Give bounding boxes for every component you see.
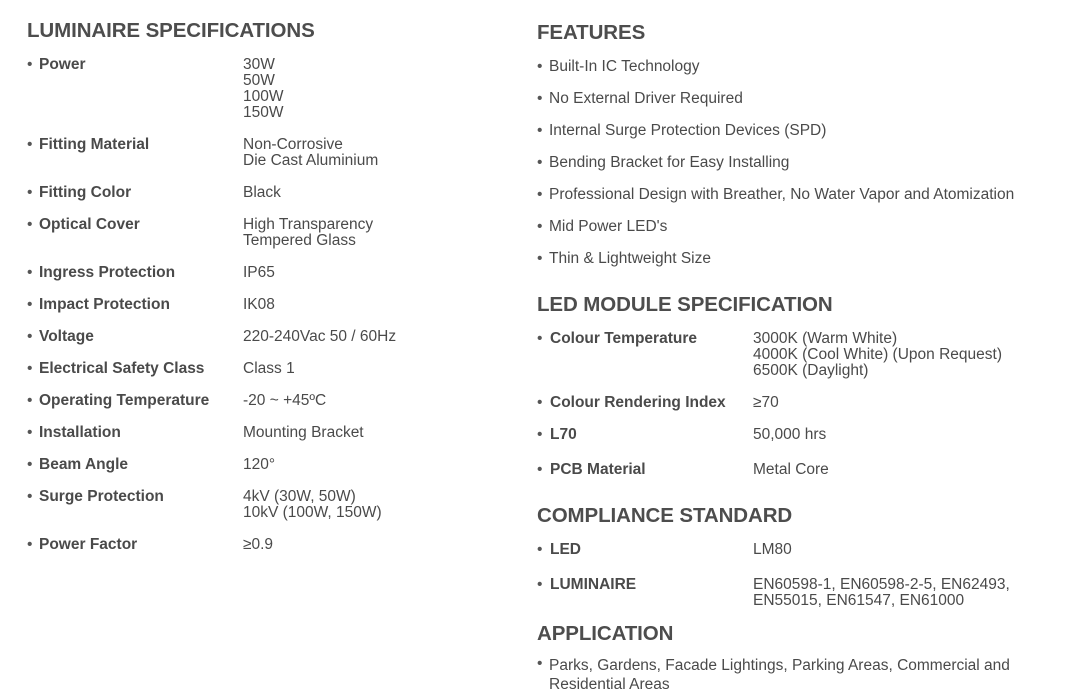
spec-value: 100W (243, 88, 284, 105)
spec-values (243, 489, 382, 521)
spec-value: Class 1 (243, 360, 295, 377)
bullet-icon: • (27, 424, 33, 441)
bullet-icon: • (537, 154, 543, 171)
spec-value: Black (243, 184, 281, 201)
bullet-icon: • (27, 296, 33, 313)
spec-label: Fitting Color (39, 184, 132, 201)
spec-value: Die Cast Aluminium (243, 152, 379, 169)
spec-label: Ingress Protection (39, 264, 176, 281)
bullet-icon: • (27, 56, 33, 73)
spec-values (243, 57, 284, 121)
spec-values (753, 542, 792, 558)
spec-value: Metal Core (753, 461, 829, 478)
spec-value: Tempered Glass (243, 232, 356, 249)
bullet-icon: • (27, 184, 33, 201)
spec-value: LM80 (753, 541, 792, 558)
spec-label: Voltage (39, 328, 94, 345)
spec-label: Electrical Safety Class (39, 360, 205, 377)
spec-value: ≥0.9 (243, 536, 274, 553)
spec-value: 4000K (Cool White) (Upon Request) (753, 346, 1002, 363)
spec-values (243, 137, 378, 169)
application-text: Parks, Gardens, Facade Lightings, Parking Areas, Commercial and Residential Areas (549, 657, 1010, 693)
spec-value: 4kV (30W, 50W) (243, 488, 356, 505)
spec-values (753, 577, 1010, 609)
spec-value: IK08 (243, 296, 275, 313)
bullet-icon: • (537, 218, 543, 235)
spec-label: LUMINAIRE (550, 576, 637, 593)
bullet-icon: • (27, 360, 33, 377)
spec-label: PCB Material (550, 461, 646, 478)
bullet-icon: • (27, 216, 33, 233)
spec-value: 50W (243, 72, 275, 89)
bullet-icon: • (537, 186, 543, 203)
spec-values (753, 462, 829, 478)
spec-value: Mounting Bracket (243, 424, 364, 441)
bullet-icon: • (537, 122, 543, 139)
bullet-icon: • (537, 426, 543, 443)
spec-value: 30W (243, 56, 275, 73)
bullet-icon: • (537, 655, 543, 672)
bullet-icon: • (27, 488, 33, 505)
spec-value: 3000K (Warm White) (753, 330, 898, 347)
spec-values (243, 393, 326, 409)
bullet-icon: • (27, 328, 33, 345)
bullet-icon: • (537, 90, 543, 107)
spec-value: 150W (243, 104, 284, 121)
feature-text: Bending Bracket for Easy Installing (549, 154, 790, 171)
spec-values (753, 427, 826, 443)
bullet-icon: • (537, 576, 543, 593)
spec-label: Power Factor (39, 536, 138, 553)
spec-value: -20 ~ +45ºC (243, 392, 327, 409)
spec-value: 6500K (Daylight) (753, 362, 869, 379)
spec-values (753, 331, 1002, 379)
spec-value: Non-Corrosive (243, 136, 343, 153)
spec-values (243, 537, 273, 553)
feature-text: Mid Power LED's (549, 218, 668, 235)
feature-text: Built-In IC Technology (549, 58, 700, 75)
spec-label: Installation (39, 424, 121, 441)
spec-label: Impact Protection (39, 296, 170, 313)
spec-value: 120° (243, 456, 276, 473)
bullet-icon: • (537, 394, 543, 411)
spec-values (243, 217, 373, 249)
led-module-specification-title: LED MODULE SPECIFICATION (537, 293, 833, 316)
features-title: FEATURES (537, 21, 646, 44)
spec-value: IP65 (243, 264, 275, 281)
compliance-standard-title: COMPLIANCE STANDARD (537, 504, 793, 527)
bullet-icon: • (27, 136, 33, 153)
spec-value: 220-240Vac 50 / 60Hz (243, 328, 397, 345)
spec-values (243, 329, 396, 345)
spec-values (243, 361, 295, 377)
spec-values (243, 425, 364, 441)
spec-value: EN60598-1, EN60598-2-5, EN62493, (753, 576, 1010, 593)
spec-values (243, 265, 275, 281)
spec-label: Surge Protection (39, 488, 164, 505)
feature-text: Thin & Lightweight Size (549, 250, 711, 267)
spec-label: Operating Temperature (39, 392, 210, 409)
bullet-icon: • (537, 58, 543, 75)
spec-value: ≥70 (753, 394, 779, 411)
spec-values (243, 185, 281, 201)
spec-label: Colour Rendering Index (550, 394, 726, 411)
spec-label: Colour Temperature (550, 330, 697, 347)
spec-value: 10kV (100W, 150W) (243, 504, 382, 521)
bullet-icon: • (537, 330, 543, 347)
bullet-icon: • (537, 461, 543, 478)
spec-label: Power (39, 56, 86, 73)
feature-text: No External Driver Required (549, 90, 743, 107)
application-title: APPLICATION (537, 622, 674, 645)
feature-text: Professional Design with Breather, No Water Vapor and Atomization (549, 186, 1015, 203)
spec-label: Beam Angle (39, 456, 129, 473)
spec-label: L70 (550, 426, 577, 443)
spec-values (243, 297, 275, 313)
bullet-icon: • (27, 536, 33, 553)
bullet-icon: • (537, 250, 543, 267)
luminaire-specifications-title: LUMINAIRE SPECIFICATIONS (27, 19, 315, 42)
spec-value: High Transparency (243, 216, 374, 233)
spec-label: Optical Cover (39, 216, 140, 233)
spec-values (753, 395, 779, 411)
spec-value: 50,000 hrs (753, 426, 827, 443)
spec-value: EN55015, EN61547, EN61000 (753, 592, 965, 609)
bullet-icon: • (27, 456, 33, 473)
spec-values (243, 457, 275, 473)
bullet-icon: • (27, 392, 33, 409)
bullet-icon: • (27, 264, 33, 281)
spec-label: LED (550, 541, 581, 558)
bullet-icon: • (537, 541, 543, 558)
spec-label: Fitting Material (39, 136, 150, 153)
feature-text: Internal Surge Protection Devices (SPD) (549, 122, 827, 139)
